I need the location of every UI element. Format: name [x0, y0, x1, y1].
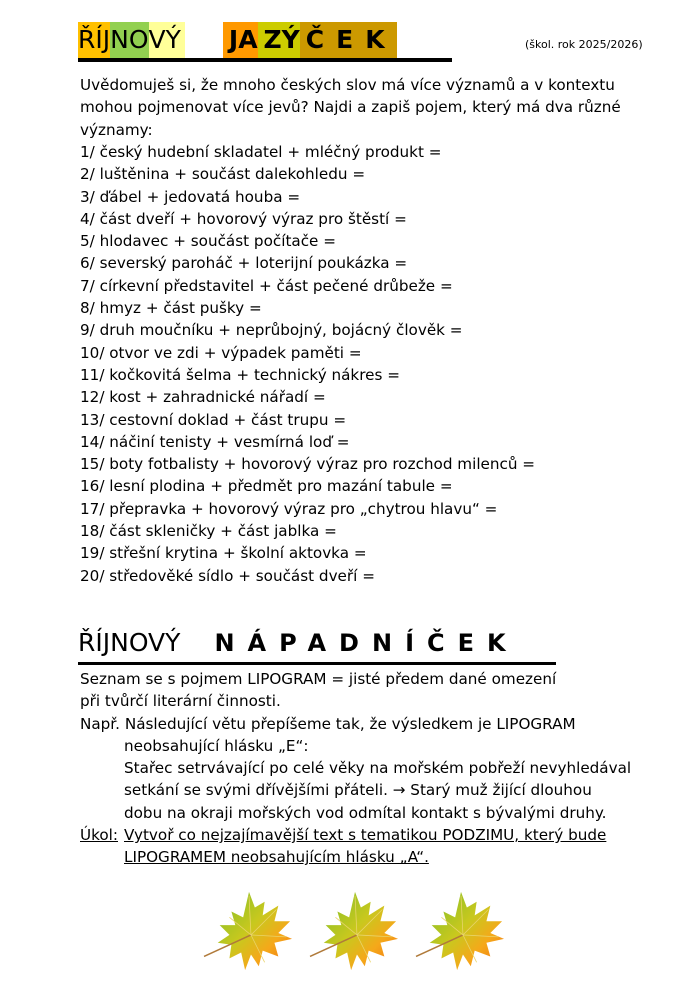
lipogram-section: [80, 668, 631, 869]
section-title-underline: [78, 662, 556, 665]
list-item: 18/ část skleničky + část jablka =: [80, 522, 337, 541]
list-item: 13/ cestovní doklad + část trupu =: [80, 410, 347, 429]
intro-text: [80, 74, 621, 141]
list-item: 20/ středověké sídlo + součást dveří =: [80, 566, 375, 585]
list-item: 9/ druh moučníku + neprůbojný, bojácný člověk =: [80, 321, 463, 340]
list-item: 4/ část dveří + hovorový výraz pro štěstí =: [80, 209, 407, 228]
task-line: Vytvoř co nejzajímavější text s tematikou PODZIMU, který bude: [124, 826, 607, 845]
leaf-decoration: [200, 888, 510, 976]
title-underline: [78, 58, 452, 62]
list-item: 3/ ďábel + jedovatá houba =: [80, 187, 301, 206]
list-item: 10/ otvor ve zdi + výpadek paměti =: [80, 343, 362, 362]
maple-leaf-icon: [412, 888, 510, 976]
maple-leaf-icon: [306, 888, 404, 976]
title-segment: NO: [110, 22, 148, 58]
page-title: [78, 22, 397, 58]
task-label: Úkol:: [80, 826, 118, 845]
example-line: setkání se svými dřívějšími přáteli. → Starý muž žijící dlouhou: [124, 781, 592, 800]
intro-line: významy:: [80, 120, 153, 139]
list-item: 16/ lesní plodina + předmět pro mazání tabule =: [80, 477, 453, 496]
intro-line: mohou pojmenovat více jevů? Najdi a zapiš pojem, který má dva různé: [80, 98, 621, 117]
task-line: LIPOGRAMEM neobsahujícím hlásku „A“.: [124, 848, 429, 867]
task-row: [80, 824, 631, 846]
title-segment: JA: [223, 22, 258, 58]
title-segment: ZÝ: [258, 22, 300, 58]
title-segment: ŘÍJ: [78, 22, 110, 58]
example-label: Např.: [80, 714, 120, 733]
list-item: 11/ kočkovitá šelma + technický nákres =: [80, 365, 400, 384]
example-line: neobsahující hlásku „E“:: [124, 736, 309, 755]
list-item: 15/ boty fotbalisty + hovorový výraz pro rozchod milenců =: [80, 455, 536, 474]
example-line: Následující větu přepíšeme tak, že výsledkem je LIPOGRAM: [124, 714, 576, 733]
list-item: 1/ český hudební skladatel + mléčný produkt =: [80, 143, 442, 161]
example-line: dobu na okraji mořských vod odmítal kontakt s bývalými druhy.: [124, 803, 607, 822]
title-segment: ČEK: [300, 22, 397, 58]
section-title-word1: ŘÍJNOVÝ: [78, 628, 181, 657]
list-item: 12/ kost + zahradnické nářadí =: [80, 388, 326, 407]
intro-line: Uvědomuješ si, že mnoho českých slov má více významů a v kontextu: [80, 76, 615, 94]
example-line: Stařec setrvávající po celé věky na mořském pobřeží nevyhledával: [124, 759, 632, 778]
definition-line: při tvůrčí literární činnosti.: [80, 692, 281, 711]
example-row: [80, 713, 631, 735]
section-title: [78, 624, 519, 662]
school-year: (škol. rok 2025/2026): [525, 38, 643, 51]
list-item: 8/ hmyz + část pušky =: [80, 299, 262, 318]
list-item: 14/ náčiní tenisty + vesmírná loď =: [80, 432, 350, 451]
riddle-list: [80, 141, 535, 587]
list-item: 5/ hlodavec + součást počítače =: [80, 232, 336, 251]
list-item: 7/ církevní představitel + část pečené drůbeže =: [80, 276, 453, 295]
list-item: 17/ přepravka + hovorový výraz pro „chytrou hlavu“ =: [80, 499, 498, 518]
list-item: 19/ střešní krytina + školní aktovka =: [80, 544, 367, 563]
title-segment: VÝ: [149, 22, 185, 58]
maple-leaf-icon: [200, 888, 298, 976]
list-item: 6/ severský paroháč + loterijní poukázka =: [80, 254, 408, 273]
section-title-word2: NÁPADNÍČEK: [214, 629, 519, 657]
definition-line: Seznam se s pojmem LIPOGRAM = jisté předem dané omezení: [80, 670, 557, 688]
list-item: 2/ luštěnina + součást dalekohledu =: [80, 165, 366, 184]
